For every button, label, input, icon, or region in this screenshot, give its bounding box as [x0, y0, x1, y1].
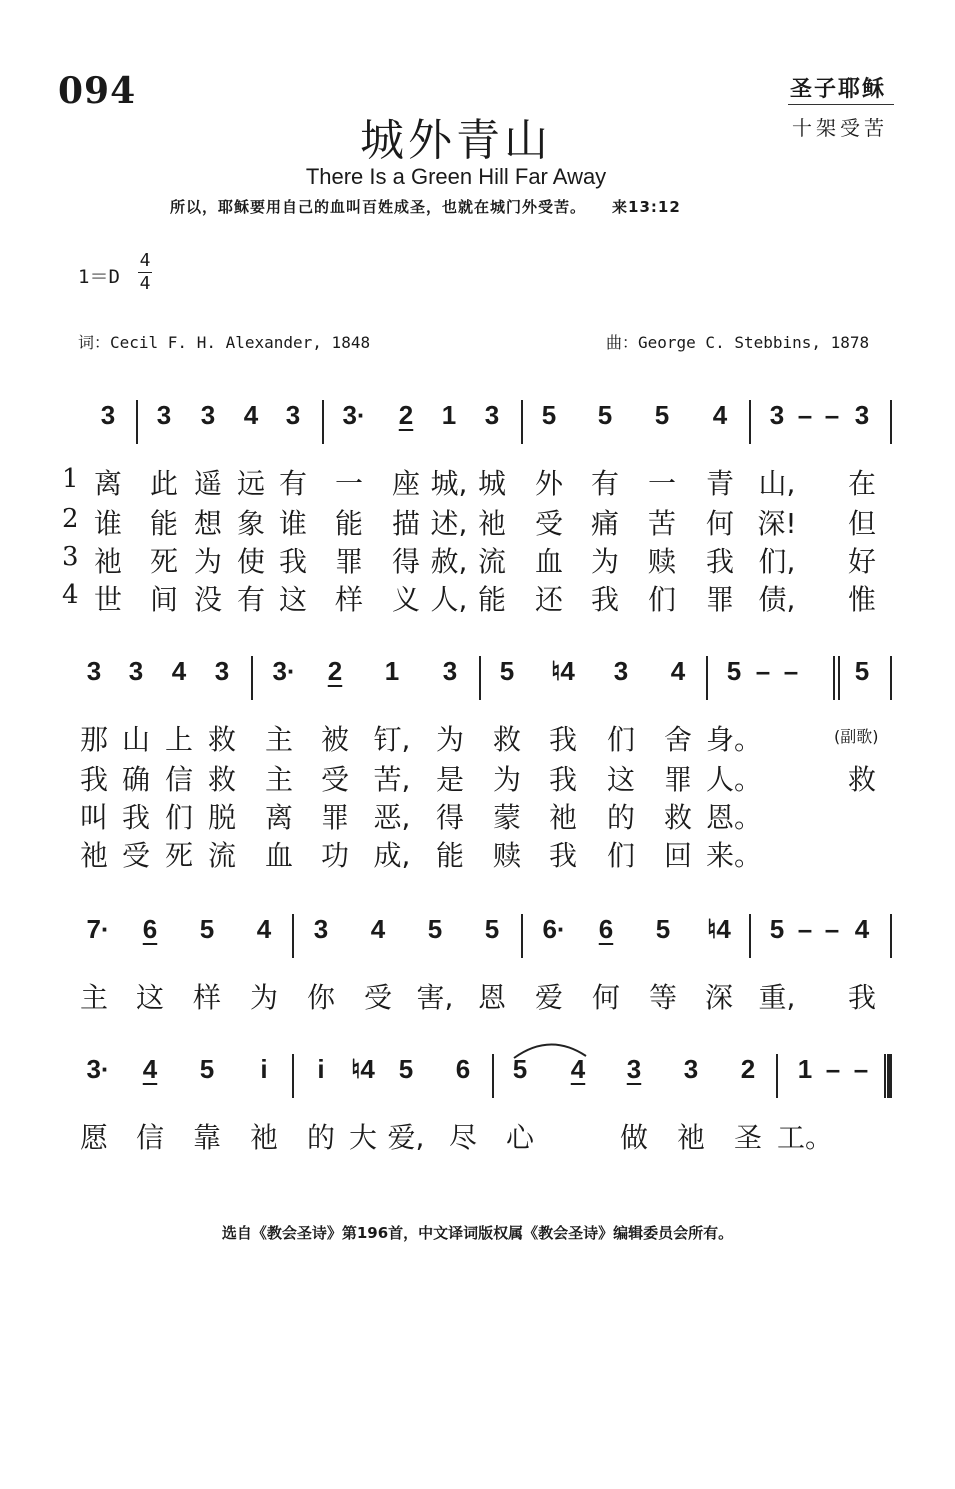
note: 3: [626, 1054, 642, 1084]
barline: [292, 1054, 294, 1098]
lyric-char: 血: [534, 545, 564, 578]
note: 5: [597, 400, 613, 430]
note: 2: [398, 400, 414, 430]
lyric-char: 爱: [534, 981, 564, 1014]
lyric-char: 舍: [663, 723, 693, 756]
verse-text: 所以，耶稣要用自己的血叫百姓成圣，也就在城门外受苦。: [170, 198, 587, 216]
note: ♮4: [351, 1054, 375, 1084]
lyric-char: 祂: [93, 545, 123, 578]
note: 3: [683, 1054, 699, 1084]
lyric-char: 没: [193, 583, 223, 616]
lyric-char: 恩。: [705, 801, 763, 834]
lyric-char: 我: [705, 545, 735, 578]
lyric-char: 祂: [79, 839, 109, 872]
lyric-char: 城,: [430, 467, 468, 500]
lyric-char: 尽: [448, 1121, 478, 1154]
category-main: 圣子耶稣: [790, 76, 887, 102]
lyric-char: 何: [705, 507, 735, 540]
lyric-char: 死: [149, 545, 179, 578]
note: 2: [740, 1054, 756, 1084]
key-signature: 1＝D: [78, 266, 120, 288]
note: 5: [541, 400, 557, 430]
note: 3·: [86, 1054, 110, 1084]
lyric-char: 主: [79, 981, 109, 1014]
lyric-char: 做: [619, 1121, 649, 1154]
lyric-char: 工。: [776, 1121, 834, 1154]
note: 5: [398, 1054, 414, 1084]
lyric-char: 有: [590, 467, 620, 500]
lyric-char: 一: [334, 467, 364, 500]
verse-number: 1: [62, 464, 79, 494]
lyric-char: 那: [79, 723, 109, 756]
note: –: [797, 400, 813, 430]
barline: [251, 656, 253, 700]
note: 3: [484, 400, 500, 430]
lyric-char: 的: [306, 1121, 336, 1154]
lyric-char: 这: [278, 583, 308, 616]
lyric-char: 恩: [477, 981, 507, 1014]
lyric-char: 确: [121, 763, 151, 796]
lyric-char: 罪: [334, 545, 364, 578]
note: 7·: [86, 914, 110, 944]
lyric-char: 遥: [193, 467, 223, 500]
lyric-char: 主: [264, 763, 294, 796]
note: 5: [654, 400, 670, 430]
barline: [890, 656, 892, 700]
lyric-char: 害,: [416, 981, 454, 1014]
barline: [521, 914, 523, 958]
refrain-label: (副歌): [834, 727, 879, 746]
lyric-char: 苦,: [373, 763, 411, 796]
lyric-char: 上: [164, 723, 194, 756]
lyric-char: 靠: [192, 1121, 222, 1154]
barline: [492, 1054, 494, 1098]
note: 5: [655, 914, 671, 944]
lyric-char: 身。: [705, 723, 763, 756]
lyric-char: 离: [264, 801, 294, 834]
lyric-char: 我: [121, 801, 151, 834]
lyric-char: 赎: [647, 545, 677, 578]
lyric-char: 祂: [477, 507, 507, 540]
note: 1: [441, 400, 457, 430]
barline: [749, 400, 751, 444]
lyric-char: 的: [606, 801, 636, 834]
lyric-char: 能: [334, 507, 364, 540]
lyric-char: 我: [548, 839, 578, 872]
note: 3·: [272, 656, 296, 686]
note: –: [853, 1054, 869, 1084]
lyric-char: 描: [391, 507, 421, 540]
composer-credit: 曲：George C. Stebbins, 1878: [606, 333, 870, 352]
lyric-char: 祂: [548, 801, 578, 834]
lyric-char: 能: [149, 507, 179, 540]
lyric-char: 人。: [705, 763, 763, 796]
lyric-char: 愿: [79, 1121, 109, 1154]
lyric-char: 们: [164, 801, 194, 834]
note: 4: [670, 656, 686, 686]
lyric-char: 被: [320, 723, 350, 756]
lyric-char: 我: [278, 545, 308, 578]
lyric-char: 惟: [847, 583, 877, 616]
note: –: [783, 656, 799, 686]
barline: [322, 400, 324, 444]
lyric-char: 为: [249, 981, 279, 1014]
lyric-char: 祂: [676, 1121, 706, 1154]
note: 4: [854, 914, 870, 944]
note: 5: [769, 914, 785, 944]
lyric-char: 爱,: [387, 1121, 425, 1154]
lyric-char: 救: [663, 801, 693, 834]
lyricist-credit: 词：Cecil F. H. Alexander, 1848: [78, 333, 371, 352]
lyric-char: 山: [121, 723, 151, 756]
note: 3: [613, 656, 629, 686]
hymn-title: 城外青山: [360, 115, 552, 166]
note: 4: [370, 914, 386, 944]
note: 3·: [342, 400, 366, 430]
lyric-char: 这: [135, 981, 165, 1014]
note: 1: [797, 1054, 813, 1084]
time-den: 4: [139, 273, 151, 294]
note: 4: [712, 400, 728, 430]
note: 6: [598, 914, 614, 944]
barline: [479, 656, 481, 700]
barline: [749, 914, 751, 958]
note: 1: [384, 656, 400, 686]
lyric-char: 救: [207, 723, 237, 756]
lyric-char: 象: [236, 507, 266, 540]
lyric-char: 罪: [705, 583, 735, 616]
note: 3: [156, 400, 172, 430]
lyric-char: 罪: [663, 763, 693, 796]
lyric-char: 受: [534, 507, 564, 540]
verse-number: 3: [62, 542, 79, 572]
note: –: [797, 914, 813, 944]
time-signature: [138, 250, 152, 295]
lyric-char: 世: [93, 583, 123, 616]
verse-number: 4: [62, 580, 79, 610]
lyric-char: 你: [306, 981, 336, 1014]
lyric-char: 祂: [249, 1121, 279, 1154]
note: –: [755, 656, 771, 686]
lyric-char: 回: [663, 839, 693, 872]
hymn-number: 094: [58, 70, 137, 112]
lyric-char: 叫: [79, 801, 109, 834]
lyric-char: 脱: [207, 801, 237, 834]
lyric-char: 等: [648, 981, 678, 1014]
lyric-char: 大: [348, 1121, 378, 1154]
lyric-char: 们: [606, 839, 636, 872]
lyric-char: 我: [548, 723, 578, 756]
lyric-char: 此: [149, 467, 179, 500]
lyric-char: 使: [236, 545, 266, 578]
note: 5: [199, 914, 215, 944]
lyric-char: 义: [391, 583, 421, 616]
barline: [706, 656, 708, 700]
note: i: [317, 1054, 325, 1084]
note: 3: [769, 400, 785, 430]
lyric-char: 信: [135, 1121, 165, 1154]
barline: [292, 914, 294, 958]
note: ♮4: [551, 656, 575, 686]
note: 5: [512, 1054, 528, 1084]
lyric-char: 有: [236, 583, 266, 616]
note: 5: [484, 914, 500, 944]
note: 6: [142, 914, 158, 944]
lyric-char: 救: [492, 723, 522, 756]
lyric-char: 信: [164, 763, 194, 796]
lyric-char: 我: [548, 763, 578, 796]
lyric-char: 得: [435, 801, 465, 834]
lyric-char: 深!: [757, 507, 797, 540]
note: 5: [427, 914, 443, 944]
lyric-char: 城: [477, 467, 507, 500]
lyric-char: 我: [590, 583, 620, 616]
lyric-char: 但: [847, 507, 877, 540]
time-num: 4: [139, 250, 151, 271]
lyric-char: 外: [534, 467, 564, 500]
lyric-char: 债,: [758, 583, 796, 616]
lyric-char: 为: [590, 545, 620, 578]
lyric-char: 一: [647, 467, 677, 500]
lyric-char: 样: [192, 981, 222, 1014]
note: –: [824, 914, 840, 944]
barline: [776, 1054, 778, 1098]
lyric-char: 赦,: [430, 545, 468, 578]
final-barline: [884, 1054, 892, 1098]
lyric-char: 人,: [430, 583, 468, 616]
note: 3: [100, 400, 116, 430]
note: 3: [200, 400, 216, 430]
note: i: [260, 1054, 268, 1084]
lyric-char: 为: [435, 723, 465, 756]
verse-ref: 来13:12: [612, 198, 681, 216]
barline: [890, 400, 892, 444]
lyric-char: 能: [435, 839, 465, 872]
lyric-char: 受: [121, 839, 151, 872]
lyric-char: 救: [207, 763, 237, 796]
lyric-char: 赎: [492, 839, 522, 872]
lyric-char: 圣: [733, 1121, 763, 1154]
lyric-char: 痛: [590, 507, 620, 540]
verse-number: 2: [62, 504, 79, 534]
lyric-char: 谁: [93, 507, 123, 540]
note: ♮4: [707, 914, 731, 944]
copyright-footer: 选自《教会圣诗》第196首，中文译词版权属《教会圣诗》编辑委员会所有。: [221, 1224, 734, 1242]
lyric-char: 深: [704, 981, 734, 1014]
lyric-char: 还: [534, 583, 564, 616]
lyric-char: 有: [278, 467, 308, 500]
lyric-char: 流: [477, 545, 507, 578]
lyric-char: 罪: [320, 801, 350, 834]
lyric-char: 救: [847, 763, 877, 796]
lyric-char: 离: [93, 467, 123, 500]
note: 5: [499, 656, 515, 686]
lyric-char: 何: [591, 981, 621, 1014]
note: 3: [442, 656, 458, 686]
note: 3: [313, 914, 329, 944]
lyric-char: 受: [363, 981, 393, 1014]
lyric-char: 来。: [705, 839, 763, 872]
note: 3: [854, 400, 870, 430]
note: 3: [214, 656, 230, 686]
lyric-char: 受: [320, 763, 350, 796]
lyric-char: 恶,: [373, 801, 411, 834]
note: 5: [854, 656, 870, 686]
note: 3: [285, 400, 301, 430]
note: 4: [256, 914, 272, 944]
lyric-char: 山,: [758, 467, 796, 500]
lyric-char: 我: [79, 763, 109, 796]
barline: [136, 400, 138, 444]
lyric-char: 好: [847, 545, 877, 578]
lyric-char: 重,: [758, 981, 796, 1014]
lyric-char: 们,: [758, 545, 796, 578]
lyric-char: 得: [391, 545, 421, 578]
note: 5: [199, 1054, 215, 1084]
lyric-char: 在: [847, 467, 877, 500]
lyric-char: 血: [264, 839, 294, 872]
lyric-char: 流: [207, 839, 237, 872]
note: 2: [327, 656, 343, 686]
lyric-char: 主: [264, 723, 294, 756]
note: 4: [171, 656, 187, 686]
barline: [890, 914, 892, 958]
note: 4: [243, 400, 259, 430]
lyric-char: 功: [320, 839, 350, 872]
lyric-char: 为: [193, 545, 223, 578]
hymn-subtitle: There Is a Green Hill Far Away: [305, 164, 607, 189]
double-barline: [833, 656, 840, 700]
lyric-char: 这: [606, 763, 636, 796]
lyric-char: 能: [477, 583, 507, 616]
note: 6: [455, 1054, 471, 1084]
lyric-char: 钉,: [373, 723, 411, 756]
note: 3: [86, 656, 102, 686]
lyric-char: 成,: [373, 839, 411, 872]
lyric-char: 心: [505, 1121, 535, 1154]
lyric-char: 谁: [278, 507, 308, 540]
note: 4: [142, 1054, 158, 1084]
note: 3: [128, 656, 144, 686]
lyric-char: 间: [149, 583, 179, 616]
note: –: [824, 400, 840, 430]
lyric-char: 们: [606, 723, 636, 756]
lyric-char: 我: [847, 981, 877, 1014]
lyric-char: 为: [492, 763, 522, 796]
lyric-char: 蒙: [492, 801, 522, 834]
lyric-char: 远: [236, 467, 266, 500]
note: –: [825, 1054, 841, 1084]
lyric-char: 述,: [430, 507, 468, 540]
lyric-char: 死: [164, 839, 194, 872]
category-sub: 十架受苦: [792, 116, 888, 140]
scripture-verse: [170, 196, 681, 217]
lyric-char: 样: [334, 583, 364, 616]
lyric-char: 是: [435, 763, 465, 796]
lyric-char: 们: [647, 583, 677, 616]
barline: [521, 400, 523, 444]
lyric-char: 苦: [647, 507, 677, 540]
note: 4: [570, 1054, 586, 1084]
lyric-char: 想: [193, 507, 223, 540]
note: 6·: [542, 914, 566, 944]
note: 5: [726, 656, 742, 686]
lyric-char: 座: [391, 467, 421, 500]
lyric-char: 青: [705, 467, 735, 500]
